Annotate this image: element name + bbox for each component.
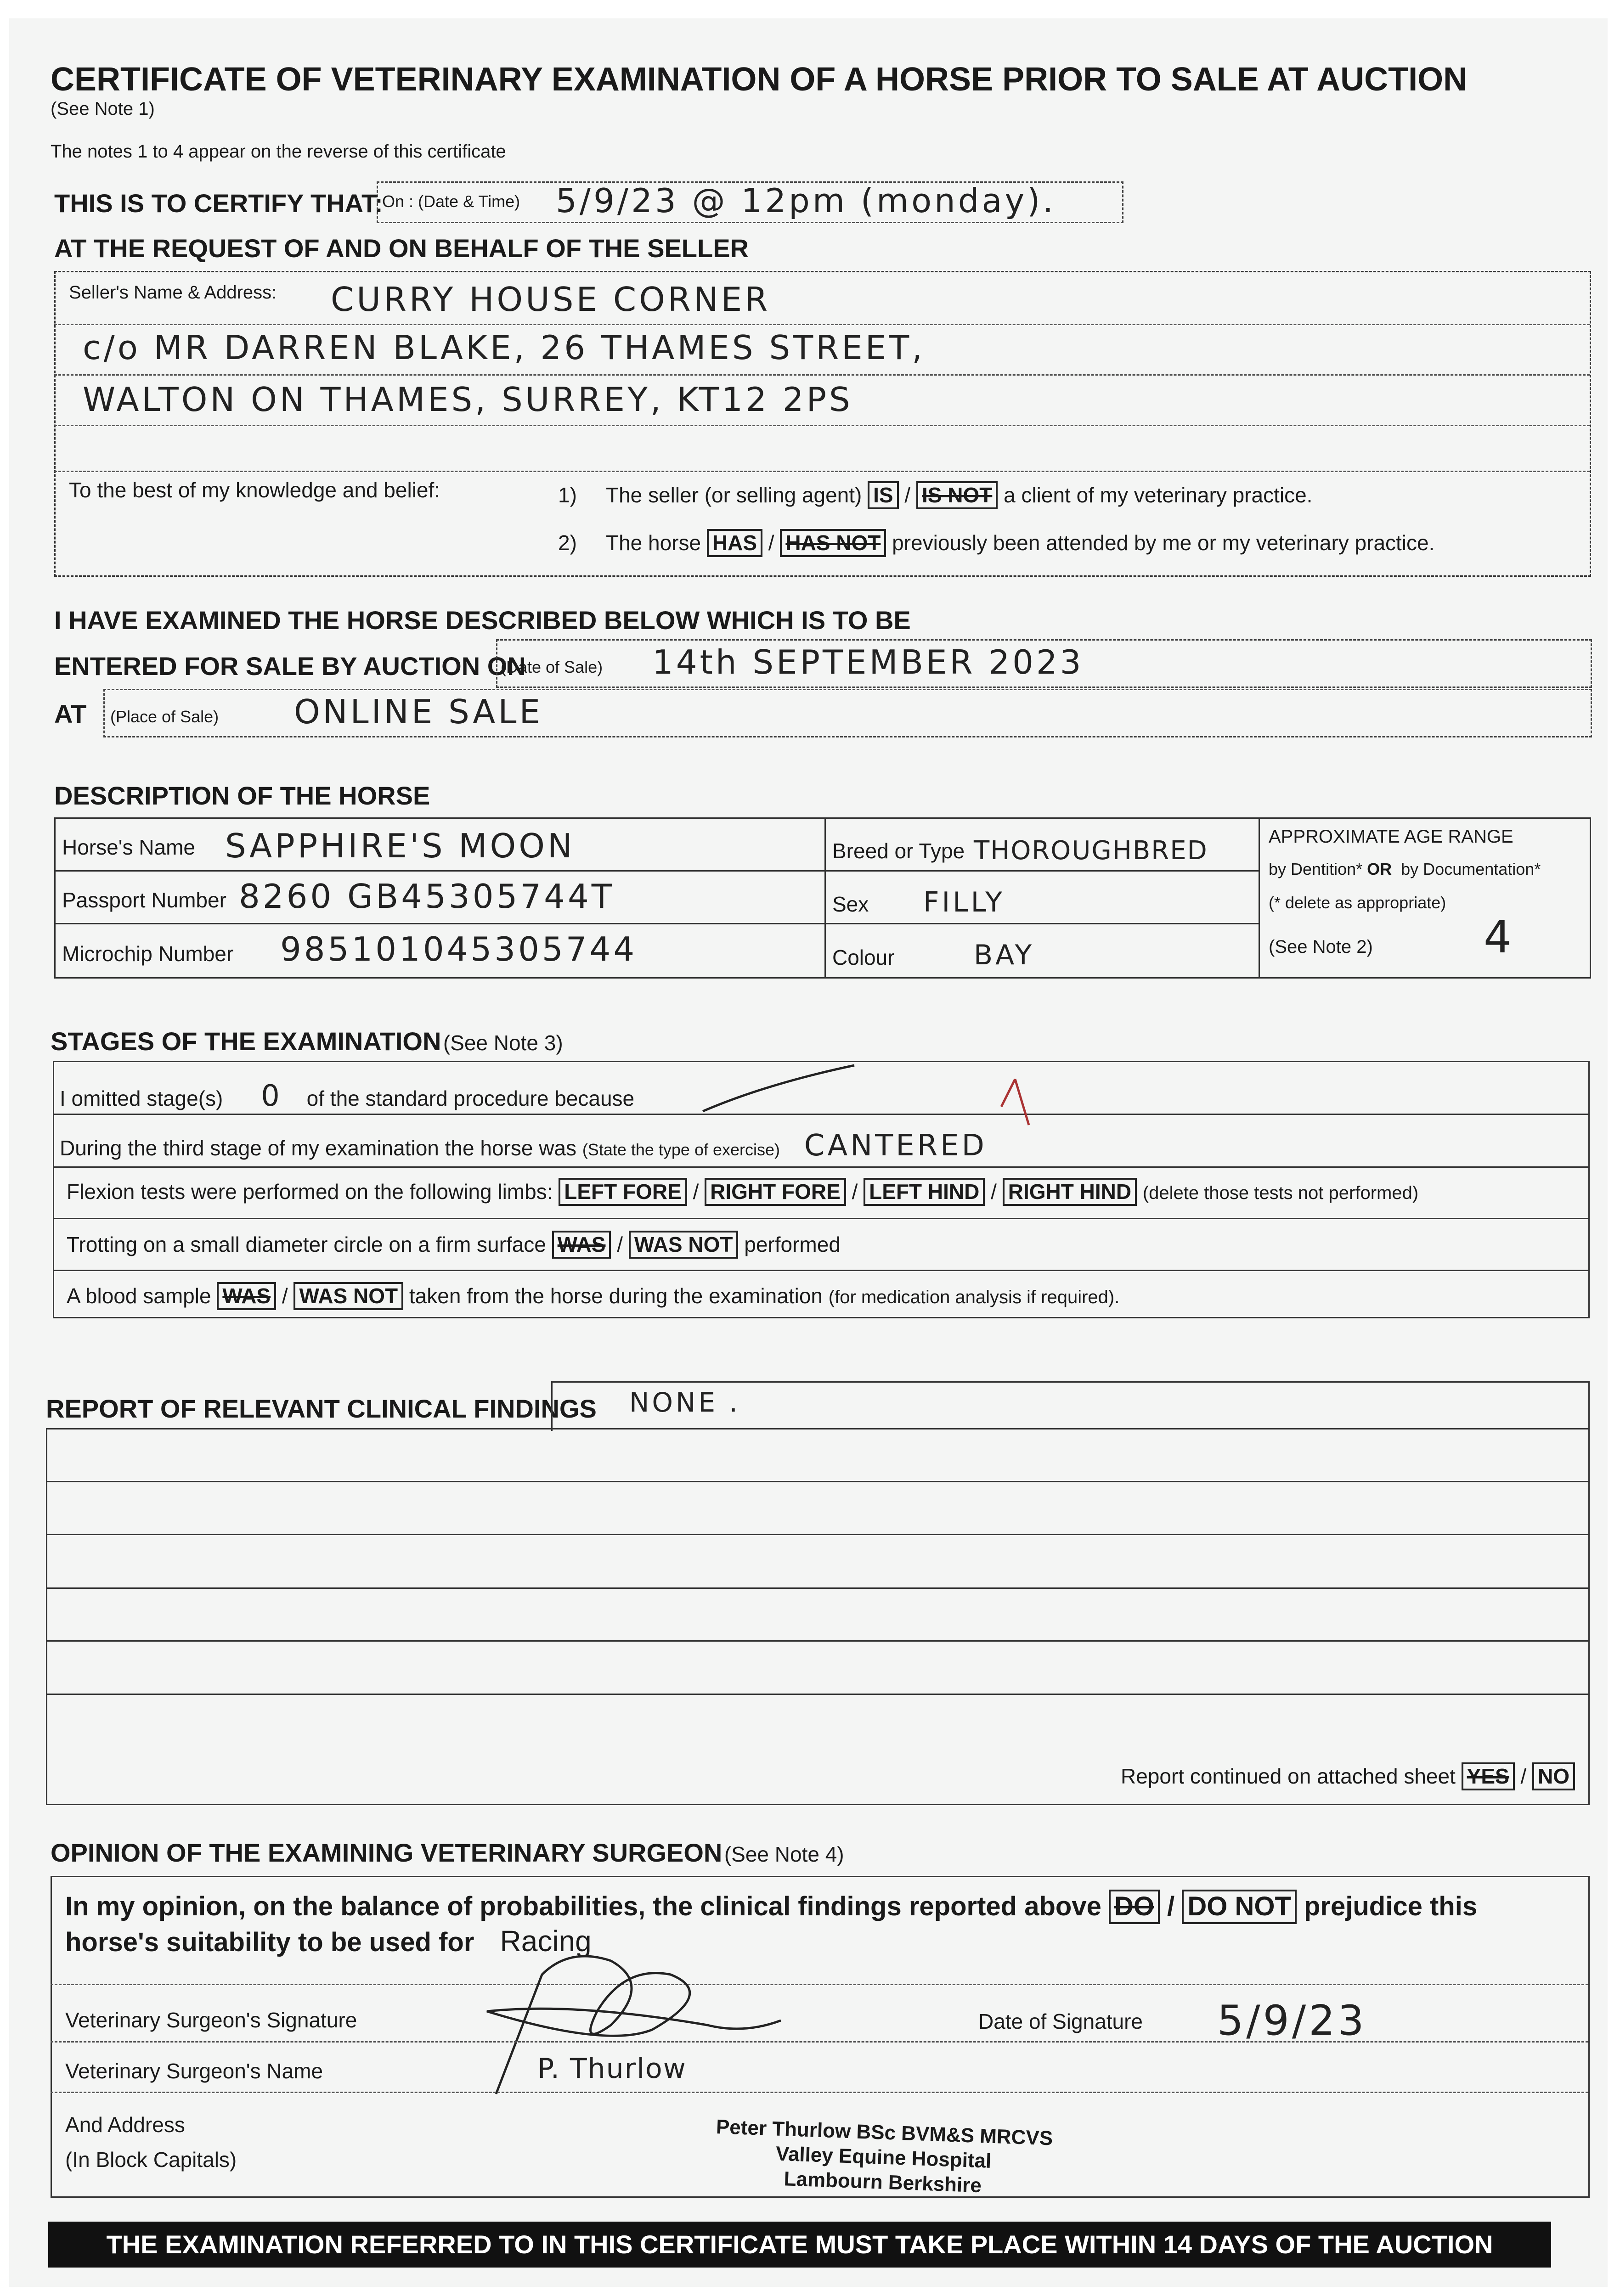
horse-has-not-option[interactable]: HAS NOT [780, 529, 886, 557]
opinion-do-not-option[interactable]: DO NOT [1182, 1890, 1297, 1924]
left-hind-option[interactable]: LEFT HIND [864, 1178, 985, 1206]
horse-has-option[interactable]: HAS [707, 529, 762, 557]
exam-datetime-value: 5/9/23 @ 12pm (monday). [556, 181, 1056, 220]
right-hind-option[interactable]: RIGHT HIND [1003, 1178, 1137, 1206]
flexion-row: Flexion tests were performed on the following limbs: LEFT FORE / RIGHT FORE / LEFT HIND / RIGHT HIND (delete those tests not performed) [67, 1178, 1418, 1206]
seller-line3: WALTON ON THAMES, SURREY, KT12 2PS [83, 380, 853, 419]
opinion-heading: OPINION OF THE EXAMINING VETERINARY SURGEON (See Note 4) [51, 1838, 844, 1867]
vet-name-label: Veterinary Surgeon's Name [65, 2059, 323, 2083]
seller-label: Seller's Name & Address: [69, 282, 277, 303]
knowledge-label: To the best of my knowledge and belief: [69, 478, 440, 502]
seller-is-option[interactable]: IS [868, 481, 898, 509]
vet-name-value: P. Thurlow [537, 2053, 687, 2085]
sale-place-label: (Place of Sale) [110, 707, 219, 726]
trot-was-not-option[interactable]: WAS NOT [629, 1231, 739, 1259]
address-label-2: (In Block Capitals) [65, 2148, 237, 2172]
sale-place-value: ONLINE SALE [294, 692, 543, 731]
opinion-line2: horse's suitability to be used for Racing [65, 1925, 592, 1958]
knowledge-item1: 1) The seller (or selling agent) IS / IS NOT a client of my veterinary practice. [558, 481, 1312, 509]
findings-box[interactable] [46, 1428, 1590, 1805]
address-label-1: And Address [65, 2113, 185, 2137]
entered-label: ENTERED FOR SALE BY AUCTION ON [54, 652, 526, 681]
horse-name-label: Horse's Name [62, 835, 195, 859]
omitted-value: 0 [261, 1079, 282, 1113]
request-line: AT THE REQUEST OF AND ON BEHALF OF THE SELLER [54, 234, 749, 263]
microchip-label: Microchip Number [62, 942, 234, 966]
right-fore-option[interactable]: RIGHT FORE [705, 1178, 846, 1206]
continued-no-option[interactable]: NO [1532, 1762, 1575, 1790]
sale-date-label: (Date of Sale) [501, 658, 603, 676]
report-continued-row: Report continued on attached sheet YES / NO [1121, 1762, 1575, 1790]
age-see-note: (See Note 2) [1269, 937, 1373, 957]
breed-label: Breed or Type [832, 839, 965, 863]
left-fore-option[interactable]: LEFT FORE [559, 1178, 687, 1206]
findings-heading: REPORT OF RELEVANT CLINICAL FINDINGS [46, 1394, 597, 1423]
seller-line1: CURRY HOUSE CORNER [331, 280, 771, 319]
passport-value: 8260 GB45305744T [239, 877, 615, 916]
exam-datetime-label: On : (Date & Time) [382, 192, 520, 211]
date-signature-value: 5/9/23 [1217, 1997, 1367, 2045]
seller-line2: c/o MR DARREN BLAKE, 26 THAMES STREET, [83, 328, 926, 367]
blood-was-not-option[interactable]: WAS NOT [294, 1282, 403, 1310]
description-heading: DESCRIPTION OF THE HORSE [54, 781, 430, 810]
age-value: 4 [1484, 912, 1515, 963]
certify-label: THIS IS TO CERTIFY THAT: [54, 189, 383, 218]
continued-yes-option[interactable]: YES [1462, 1762, 1515, 1790]
colour-value: BAY [974, 939, 1035, 971]
certificate-title: CERTIFICATE OF VETERINARY EXAMINATION OF A HORSE PRIOR TO SALE AT AUCTION [51, 61, 1468, 98]
stages-heading: STAGES OF THE EXAMINATION (See Note 3) [51, 1027, 563, 1056]
trot-row: Trotting on a small diameter circle on a firm surface WAS / WAS NOT performed [67, 1231, 841, 1259]
breed-value: THOROUGHBRED [974, 836, 1208, 866]
findings-value: NONE . [629, 1387, 740, 1418]
signature-label: Veterinary Surgeon's Signature [65, 2008, 357, 2032]
third-stage-row: During the third stage of my examination the horse was (State the type of exercise) CANTERED [60, 1129, 987, 1163]
sex-value: FILLY [923, 886, 1005, 918]
microchip-value: 985101045305744 [280, 930, 638, 968]
sex-label: Sex [832, 892, 869, 916]
knowledge-item2: 2) The horse HAS / HAS NOT previously been attended by me or my veterinary practice. [558, 529, 1434, 557]
blood-was-option[interactable]: WAS [217, 1282, 276, 1310]
age-method: by Dentition* OR by Documentation* [1269, 860, 1541, 878]
notes-line: The notes 1 to 4 appear on the reverse of this certificate [51, 141, 506, 162]
footer-banner: THE EXAMINATION REFERRED TO IN THIS CERTIFICATE MUST TAKE PLACE WITHIN 14 DAYS OF THE AUCTION [48, 2222, 1551, 2268]
age-heading: APPROXIMATE AGE RANGE [1269, 827, 1513, 847]
third-stage-value: CANTERED [804, 1129, 987, 1163]
passport-label: Passport Number [62, 888, 226, 912]
colour-label: Colour [832, 945, 895, 969]
vet-stamp: Peter Thurlow BSc BVM&S MRCVS Valley Equine Hospital Lambourn Berkshire [716, 2115, 1053, 2197]
opinion-do-option[interactable]: DO [1109, 1890, 1160, 1924]
trot-was-option[interactable]: WAS [552, 1231, 611, 1259]
opinion-purpose: Racing [500, 1925, 592, 1958]
opinion-line1: In my opinion, on the balance of probabilities, the clinical findings reported above DO / DO NOT prejudice this [65, 1890, 1477, 1924]
omitted-row: I omitted stage(s) 0 of the standard procedure because [60, 1079, 635, 1113]
see-note-1: (See Note 1) [51, 99, 155, 119]
age-delete-note: (* delete as appropriate) [1269, 893, 1446, 912]
seller-is-not-option[interactable]: IS NOT [916, 481, 998, 509]
blood-row: A blood sample WAS / WAS NOT taken from the horse during the examination (for medication analysis if required). [67, 1282, 1119, 1310]
sale-date-value: 14th SEPTEMBER 2023 [652, 643, 1084, 681]
examined-line: I HAVE EXAMINED THE HORSE DESCRIBED BELOW WHICH IS TO BE [54, 606, 911, 635]
at-label: AT [54, 699, 87, 728]
date-signature-label: Date of Signature [978, 2009, 1143, 2033]
horse-name-value: SAPPHIRE'S MOON [225, 827, 575, 865]
